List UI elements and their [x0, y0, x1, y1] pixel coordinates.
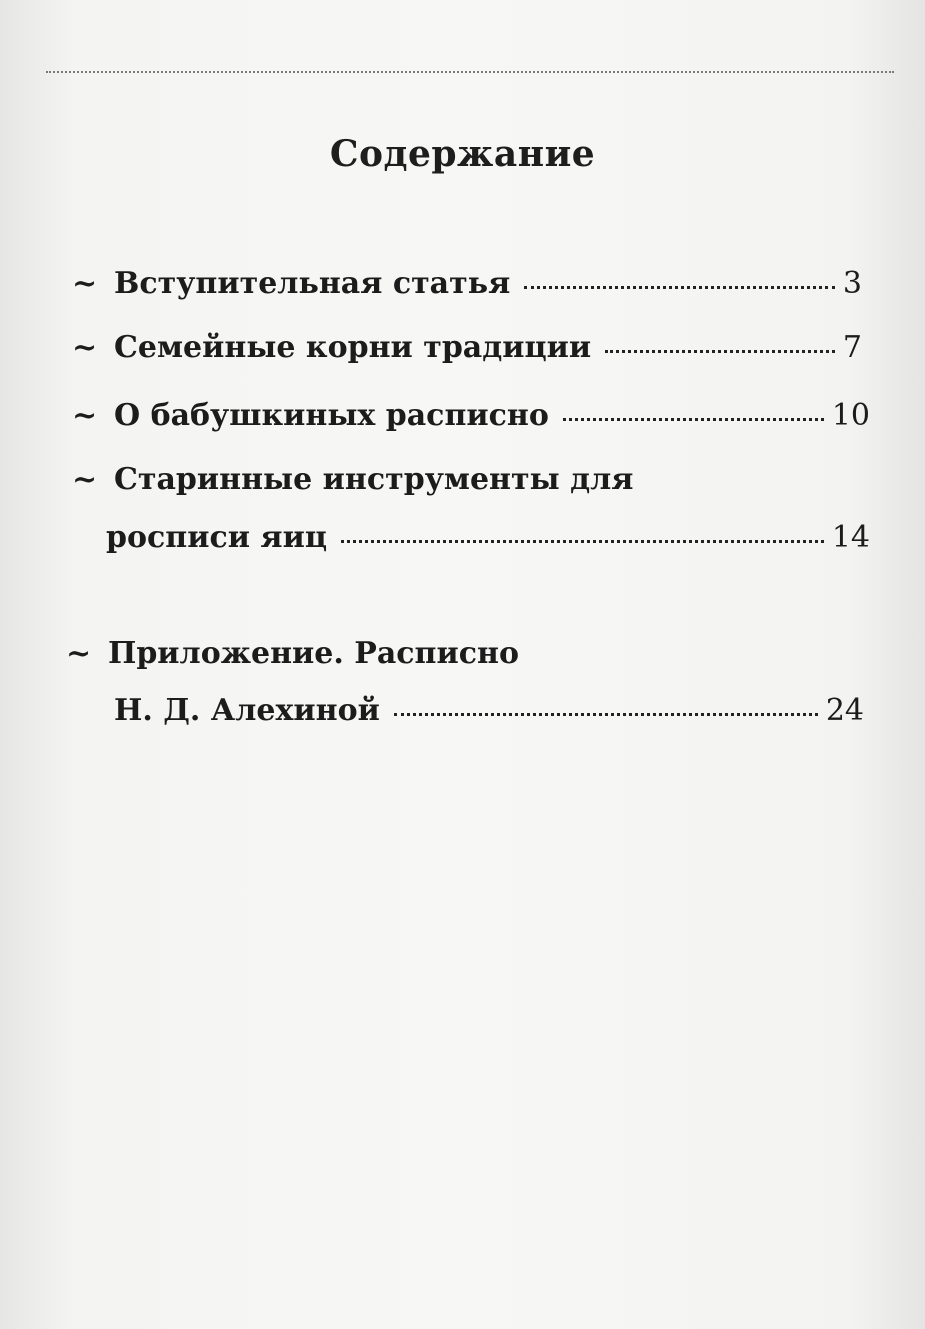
dot-leader — [605, 350, 835, 353]
toc-entry-text-continuation: Н. Д. Алехиной — [114, 693, 380, 728]
toc-entry-3 — [72, 398, 870, 433]
toc-entry-1 — [72, 266, 862, 301]
dot-leader — [563, 418, 824, 421]
toc-entry-text: Семейные корни традиции — [114, 330, 592, 365]
toc-entry-text: Приложение. Расписно — [108, 636, 519, 671]
dot-leader — [524, 286, 835, 289]
toc-marker: ~ — [66, 636, 92, 671]
toc-entry-text: Вступительная статья — [114, 266, 511, 301]
dot-leader — [394, 713, 818, 716]
top-dotted-rule — [46, 71, 894, 73]
toc-entry-4 — [72, 462, 633, 497]
dot-leader — [341, 540, 824, 543]
toc-entry-5 — [66, 636, 519, 671]
toc-marker: ~ — [72, 398, 98, 433]
toc-page-number: 7 — [842, 330, 862, 365]
toc-marker: ~ — [72, 266, 98, 301]
toc-page-number: 3 — [842, 266, 862, 301]
toc-marker: ~ — [72, 330, 98, 365]
toc-entry-text: О бабушкиных расписно — [114, 398, 549, 433]
toc-entry-text-continuation: росписи яиц — [106, 520, 328, 555]
toc-entry-5-continuation — [114, 693, 864, 728]
toc-page-number: 10 — [831, 398, 870, 433]
toc-entry-2 — [72, 330, 862, 365]
toc-page-number: 24 — [825, 693, 864, 728]
toc-page-number: 14 — [831, 520, 870, 555]
toc-entry-4-continuation — [106, 520, 870, 555]
page-title: Содержание — [329, 133, 596, 175]
toc-entry-text: Старинные инструменты для — [114, 462, 634, 497]
toc-marker: ~ — [72, 462, 98, 497]
